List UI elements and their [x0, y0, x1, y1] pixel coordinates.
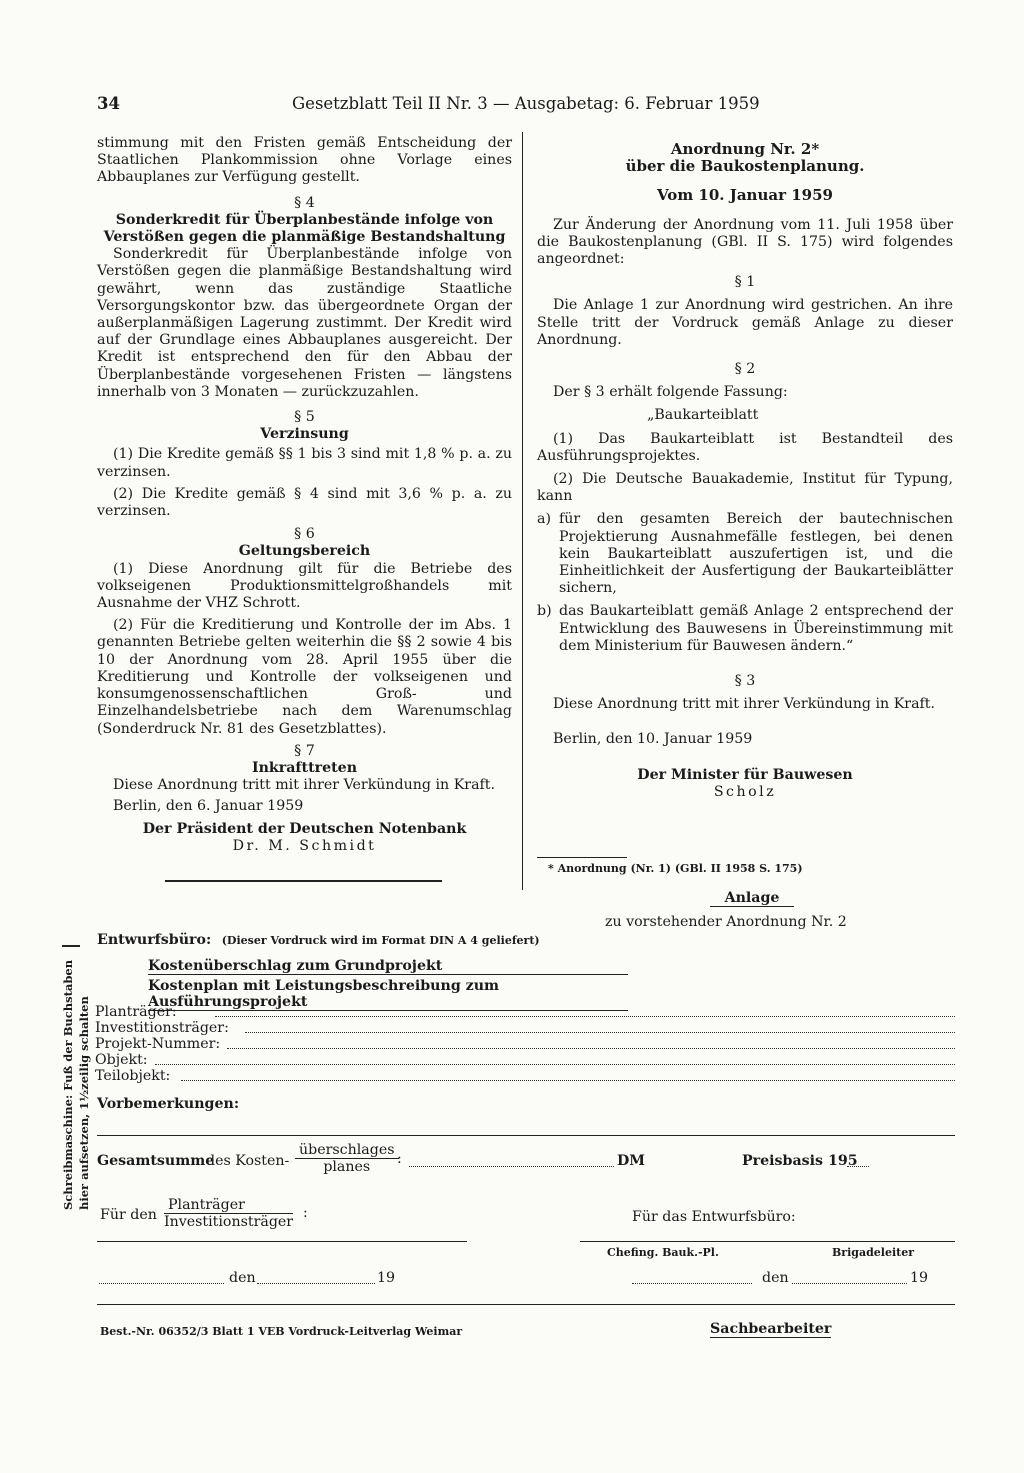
form-office-label: Entwurfsbüro: [97, 932, 212, 948]
right-section-1-text: Die Anlage 1 zur Anordnung wird gestrichen. An ihre Stelle tritt der Vordruck gemäß Anlage zu dieser Anordnung. [537, 297, 953, 348]
currency-label: DM [617, 1153, 646, 1169]
right-place-date: Berlin, den 10. Januar 1959 [553, 731, 753, 748]
section-5-title: Verzinsung [260, 426, 349, 443]
section-4-title: Sonderkredit für Überplanbestände infolge von Verstößen gegen die planmäßige Bestandshaltung [103, 211, 506, 246]
total-fraction [295, 1142, 399, 1175]
form-office-note: (Dieser Vordruck wird im Format DIN A 4 geliefert) [221, 934, 540, 947]
field-investitionstraeger[interactable] [95, 1021, 955, 1037]
date-dots-day [792, 1283, 907, 1284]
total-row [97, 1142, 957, 1178]
page-number: 34 [97, 94, 120, 113]
field-dots [155, 1064, 955, 1065]
ordinance-title: Anordnung Nr. 2* [670, 140, 820, 158]
for-office-label: Für das Entwurfsbüro: [632, 1209, 796, 1225]
den-label-left: den [229, 1270, 256, 1286]
date-row-left[interactable] [97, 1270, 397, 1288]
list-marker-b: b) [537, 603, 552, 620]
section-5-number: § 5 [294, 409, 315, 426]
section-7-number: § 7 [294, 742, 315, 759]
field-objekt[interactable] [95, 1053, 955, 1069]
form-fields [95, 1005, 955, 1085]
for-bottom: Investitionsträger [164, 1214, 294, 1230]
remarks-rule [97, 1135, 955, 1136]
for-label: Für den [100, 1207, 157, 1223]
field-dots [245, 1032, 955, 1033]
field-plantraeger[interactable] [95, 1005, 955, 1021]
for-top: Planträger [164, 1197, 293, 1214]
field-label-projekt-nummer: Projekt-Nummer: [95, 1036, 221, 1052]
list-text-a: für den gesamten Bereich der bautechnischen Projektierung Ausnahmefälle festlegen, bei denen kein Baukarteiblatt auszufertigen ist, und die Einheitlichkeit der Ausfertigung der Baukarteiblätter sichern, [559, 511, 953, 597]
right-section-2-text: Der § 3 erhält folgende Fassung: [553, 384, 788, 401]
margin-note-line-2: hier aufsetzen, 1½zeilig schalten [77, 996, 91, 1210]
for-fraction [164, 1197, 293, 1230]
right-section-2-para-2: (2) Die Deutsche Bauakademie, Institut für Typung, kann [537, 471, 953, 505]
right-signer-name: Scholz [713, 783, 777, 800]
right-section-2-quote: „Baukarteiblatt [647, 407, 759, 424]
total-prefix: Gesamtsumme [97, 1153, 215, 1169]
section-5-para-1: (1) Die Kredite gemäß §§ 1 bis 3 sind mit 1,8 % p. a. zu verzinsen. [97, 446, 512, 480]
header-title: Gesetzblatt Teil II Nr. 3 — Ausgabetag: 6. Februar 1959 [292, 94, 760, 113]
right-intro: Zur Änderung der Anordnung vom 11. Juli 1958 über die Baukostenplanung (GBl. II S. 175) wird folgendes angeordnet: [537, 216, 953, 268]
column-divider [522, 132, 523, 890]
right-column [537, 141, 953, 801]
field-dots [215, 1016, 955, 1017]
total-des: des Kosten- [206, 1153, 290, 1169]
left-intro: stimmung mit den Fristen gemäß Entscheidung der Staatlichen Plankommission ohne Vorlage eines Abbauplanes zur Verfügung gestellt. [97, 135, 512, 186]
year-right: 19 [910, 1270, 929, 1286]
right-section-3-number: § 3 [734, 673, 756, 690]
list-marker-a: a) [537, 511, 551, 528]
year-left: 19 [377, 1270, 396, 1286]
date-dots-place [99, 1283, 224, 1284]
field-projekt-nummer[interactable] [95, 1037, 955, 1053]
right-section-3-text: Diese Anordnung tritt mit ihrer Verkündung in Kraft. [553, 696, 935, 713]
for-colon: : [303, 1205, 308, 1221]
ordinance-date: Vom 10. Januar 1959 [657, 186, 833, 205]
section-6-para-1: (1) Diese Anordnung gilt für die Betriebe des volkseigenen Produktionsmittelgroßhandels mit Ausnahme der VHZ Schrott. [97, 560, 512, 612]
field-dots [181, 1080, 955, 1081]
field-label-objekt: Objekt: [95, 1052, 148, 1068]
anlage-label: Anlage [710, 890, 794, 907]
list-text-b: das Baukarteiblatt gemäß Anlage 2 entsprechend der Entwicklung des Bauwesens in Übereinstimmung mit dem Ministerium für Bauwesen ändern.“ [559, 603, 953, 654]
frac-bottom: planes [323, 1159, 371, 1175]
clerk-label: Sachbearbeiter [710, 1321, 832, 1337]
field-label-teilobjekt: Teilobjekt: [95, 1068, 171, 1084]
section-5-para-2: (2) Die Kredite gemäß § 4 sind mit 3,6 % p. a. zu verzinsen. [97, 485, 512, 520]
right-section-2-number: § 2 [734, 361, 756, 378]
list-item-a [537, 511, 953, 597]
form-line-1: Kostenüberschlag zum Grundprojekt [148, 958, 628, 975]
field-teilobjekt[interactable] [95, 1069, 955, 1085]
order-number: Best.-Nr. 06352/3 Blatt 1 VEB Vordruck-Leitverlag Weimar [100, 1325, 463, 1338]
list-item-b [537, 603, 953, 655]
colon: : [397, 1151, 402, 1167]
section-7-title: Inkrafttreten [251, 759, 358, 776]
left-signer-name: Dr. M. Schmidt [232, 837, 377, 854]
den-label-right: den [762, 1270, 789, 1286]
right-section-2-para-1: (1) Das Baukarteiblatt ist Bestandteil des Ausführungsprojektes. [537, 430, 953, 464]
for-row [100, 1197, 330, 1233]
price-basis: Preisbasis 195 [742, 1153, 858, 1169]
date-dots-place [632, 1283, 752, 1284]
left-end-rule [165, 880, 442, 882]
right-section-1-number: § 1 [734, 274, 756, 291]
section-6-title: Geltungsbereich [238, 543, 371, 560]
form-bottom-rule [97, 1304, 955, 1305]
remarks-label: Vorbemerkungen: [97, 1096, 240, 1112]
section-4-text: Sonderkredit für Überplanbestände infolge von Verstößen gegen die planmäßige Bestandshaltung wird gewährt, wenn das zuständige Staatliche Versorgungskontor bzw. das übergeordnete Organ der außerplanmäßigen Lagerung zustimmt. Der Kredit wird auf der Grundlage eines Abbauplanes ausgereicht. Der Kredit ist entsprechend den für den Abbau der Überplanbestände vorgesehenen Fristen — längstens innerhalb von 3 Monaten — zurückzuzahlen. [97, 246, 512, 400]
margin-mark [62, 945, 80, 947]
footnote: * Anordnung (Nr. 1) (GBl. II 1958 S. 175) [548, 862, 803, 875]
section-6-number: § 6 [294, 526, 315, 543]
left-place-date: Berlin, den 6. Januar 1959 [113, 798, 304, 815]
section-7-text: Diese Anordnung tritt mit ihrer Verkündung in Kraft. [113, 777, 495, 794]
signature-rule-left [97, 1241, 467, 1242]
right-signer-title: Der Minister für Bauwesen [637, 766, 853, 783]
form-office-row [97, 932, 540, 948]
section-6-para-2: (2) Für die Kreditierung und Kontrolle der im Abs. 1 genannten Betriebe gelten weiterhin die §§ 2 sowie 4 bis 10 der Anordnung vom 28. April 1955 über die Kreditierung und Kontrolle der volkseigenen und konsumgenossenschaftlichen Groß- und Einzelhandelsbetriebe nach dem Warenumschlag (Sonderdruck Nr. 81 des Gesetzblattes). [97, 617, 512, 737]
ordinance-subtitle: über die Baukostenplanung. [625, 157, 865, 176]
date-row-right[interactable] [630, 1270, 930, 1288]
frac-top: überschlages [295, 1142, 399, 1159]
date-dots-day [257, 1283, 375, 1284]
field-dots [227, 1048, 955, 1049]
signature-rule-right [580, 1241, 955, 1242]
margin-note [60, 960, 92, 1210]
anlage-subtitle: zu vorstehender Anordnung Nr. 2 [605, 914, 847, 930]
footnote-rule [537, 857, 627, 858]
left-signer-title: Der Präsident der Deutschen Notenbank [142, 820, 467, 837]
price-basis-dots[interactable] [847, 1166, 869, 1167]
field-label-plantraeger: Planträger: [95, 1004, 177, 1020]
field-label-investitionstraeger: Investitionsträger: [95, 1020, 229, 1036]
form-line-2: Kostenplan mit Leistungsbeschreibung zum Ausführungsprojekt [148, 978, 628, 1011]
margin-note-line-1: Schreibmaschine: Fuß der Buchstaben [61, 959, 75, 1210]
section-4-number: § 4 [294, 194, 315, 211]
total-dots[interactable] [409, 1166, 614, 1167]
left-column [97, 135, 512, 855]
chief-label: Chefing. Bauk.-Pl. [607, 1246, 719, 1259]
brigade-label: Brigadeleiter [832, 1246, 915, 1259]
